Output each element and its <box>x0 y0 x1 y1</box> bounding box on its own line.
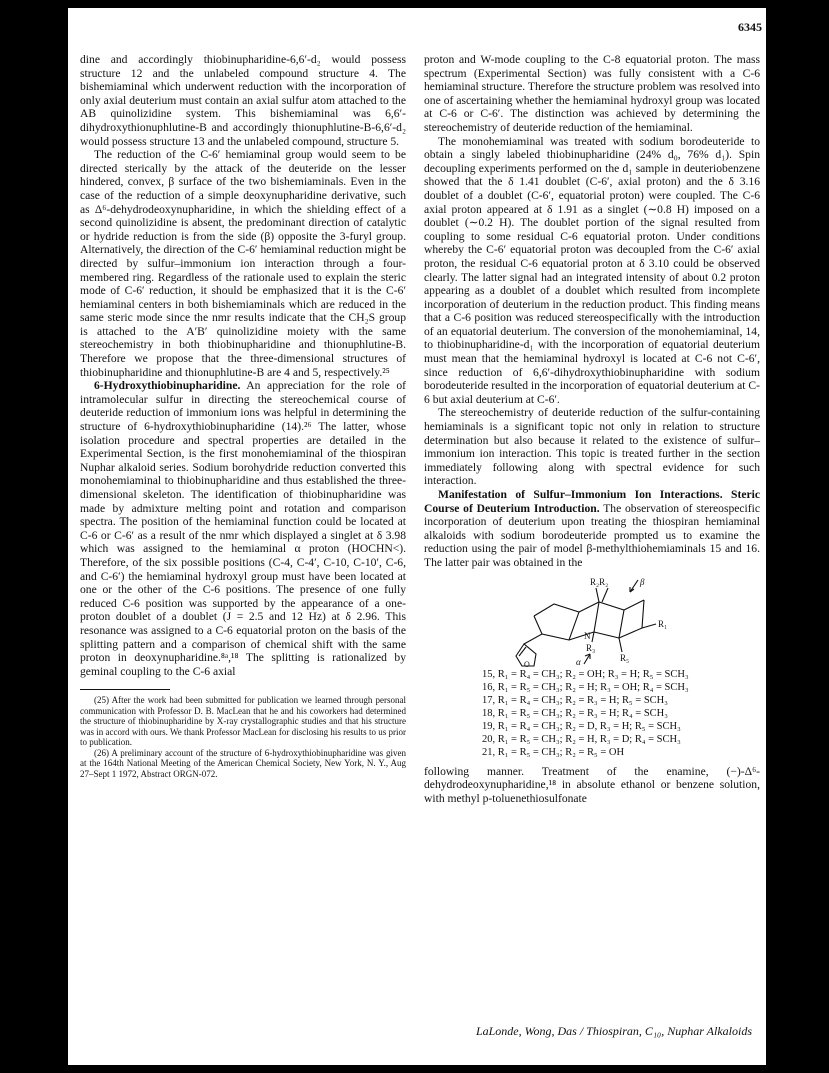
paragraph: The reduction of the C-6′ hemiaminal group would seem to be directed sterically by the attack of the deuteride on the lesser hindered, convex, β surface of the two bishemiaminals. Even in the case of the reduction of a simple deoxynupharidine derivative, such as Δ⁶-dehydrodeoxynupharidine, in which the shielding effect of a second quinolizidine is absent, the predominant direction of catalytic or hydride reduction is from the side (β) opposite the 3-furyl group. Alternatively, the direction of the C-6′ hemiaminal reduction might be directed by sulfur–immonium ion interaction through a four-membered ring. Regardless of the rationale used to explain the steric mode of C-6′ reduction, it should be emphasized that it is the C-6′ hemiaminal centers in both bishemiaminals which are reduced in the same steric mode since the nmr results indicate that the CH₂S group is attached to the A′B′ quinolizidine moiety with the same stereochemistry in both thiobinupharidine and thionuphlutine-B. Therefore we propose that the three-dimensional structures of thiobinupharidine and thionuphlutine-B are 4 and 5, respectively.²⁵ <box>80 148 406 379</box>
compound-entry: 21, R₁ = R₅ = CH₃; R₂ = R₅ = OH <box>482 746 625 758</box>
paragraph: dine and accordingly thiobinupharidine-6,6′-d₂ would possess structure 12 and the unlabeled compound structure 4. The bishemiaminal which underwent reduction with the incorporation of only axial deuterium must contain an axial sulfur atom attached to the AB quinolizidine system. This bishemiaminal was 6,6′-dihydroxythionuphlutine-B and accordingly thionuphlutine-B-6,6′-d₂ would possess structure 13 and the unlabeled compound, structure 5. <box>80 53 406 148</box>
footnote: (25) After the work had been submitted for publication we learned through personal communication with Professor D. B. MacLean that he and his coworkers had determined the structure of thiobinupharidine by X-ray crystallographic studies and that his structure was in accord with ours. We thank Professor MacLean for disclosing his results to us prior to publication. <box>80 695 406 748</box>
right-column <box>424 53 760 805</box>
label-o: O <box>524 659 530 669</box>
section-heading: Manifestation of Sulfur–Immonium Ion Interactions. Steric Course of Deuterium Introduction. <box>424 488 760 515</box>
label-beta: β <box>640 576 645 587</box>
compound-entry: 16, R₁ = R₅ = CH₃; R₂ = H; R₃ = OH; R₄ = SCH₃ <box>482 681 689 693</box>
label-alpha: α <box>576 656 581 667</box>
compound-entry: 19, R₁ = R₄ = CH₃; R₂ = D, R₃ = H; R₅ = SCH₃ <box>482 720 681 732</box>
compound-entry: 18, R₁ = R₅ = CH₃; R₂ = R₃ = H; R₄ = SCH₃ <box>482 707 668 719</box>
label-n: N <box>584 630 591 641</box>
paragraph: The monohemiaminal was treated with sodium borodeuteride to obtain a singly labeled thiobinupharidine (24% d₀, 76% d₁). Spin decoupling experiments performed on the d₁ sample in deuteriobenzene showed that the δ 1.41 doublet (C-6′, axial proton) and the δ 3.16 doublet of a doublet (C-6′, equatorial proton) were coupled. The C-6 axial proton appeared at δ 1.91 as a singlet (∼0.8 H) imposed on a doublet (∼0.2 H). The doublet portion of the signal resulted from coupling to some residual C-6 equatorial proton. Under conditions whereby the C-6′ equatorial proton was decoupled from the C-6′ axial proton, the residual C-6 equatorial proton at δ 3.10 could be observed clearly. The latter signal had an integrated intensity of about 0.2 proton appearing as a doublet of a doublet which resulted from incomplete incorporation of deuterium in the reduction product. This finding means that a C-6 position was reduced stereospecifically with the introduction of an equatorial deuterium. The conversion of the monohemiaminal, 14, to thiobinupharidine-d₁ with the incorporation of equatorial deuterium must mean that the hemiaminal hydroxyl is located at C-6 not C-6′, since reduction of 6,6′-dihydroxythiobinupharidine with sodium borodeuteride resulted in the incorporation of equatorial deuterium at C-6 but axial deuterium at C-6′. <box>424 134 760 406</box>
chemical-structure <box>424 576 760 668</box>
paragraph: following manner. Treatment of the enamine, (−)-Δ⁶-dehydrodeoxynupharidine,¹⁸ in absolute ethanol or benzene solution, with methyl p-toluenethiosulfonate <box>424 764 760 805</box>
paragraph: proton and W-mode coupling to the C-8 equatorial proton. The mass spectrum (Experimental Section) was fully consistent with a C-6 hemiaminal structure. Therefore the structure problem was resolved into one of ascertaining whether the hemiaminal hydroxyl group was located at C-6 or C-6′. The distinction was achieved by determining the stereochemistry of deuteride reduction of the hemiaminal. <box>424 53 760 134</box>
label-r5: R₅ <box>620 652 630 663</box>
paragraph: The stereochemistry of deuteride reduction of the sulfur-containing hemiaminals is a significant topic not only in relation to structure determination but also because it related to the existence of sulfur–immonium ion interaction. This topic is treated further in the section immediately following along with spectral evidence for such interaction. <box>424 406 760 488</box>
paragraph <box>424 488 760 570</box>
compound-entry: 15, R₁ = R₄ = CH₃; R₂ = OH; R₃ = H; R₅ = SCH₃ <box>482 668 689 680</box>
paragraph-text: The observation of stereospecific incorporation of deuterium upon treating the thiospiran hemiaminal alkaloids with sodium borodeuteride prompted us to examine the reduction using the pair of model β-methylthiohemiaminals 15 and 16. The latter pair was obtained in the <box>424 501 760 569</box>
left-column <box>80 53 406 779</box>
compound-entry: 17, R₁ = R₄ = CH₃; R₂ = R₃ = H; R₅ = SCH₃ <box>482 694 668 706</box>
compound-entry: 20, R₁ = R₅ = CH₃; R₂ = H, R₃ = D; R₄ = SCH₃ <box>482 733 681 745</box>
compound-list <box>482 668 760 759</box>
footnote: (26) A preliminary account of the structure of 6-hydroxythiobinupharidine was given at the 164th National Meeting of the American Chemical Society, New York, N. Y., Aug 27–Sept 1 1972, Abstract ORGN-072. <box>80 747 406 779</box>
journal-page <box>68 8 766 1065</box>
section-heading: 6-Hydroxythiobinupharidine. <box>94 379 241 393</box>
label-r1: R₁ <box>658 618 668 629</box>
paragraph <box>80 379 406 678</box>
running-footer: LaLonde, Wong, Das / Thiospiran, C₁₀, Nuphar Alkaloids <box>475 1024 752 1038</box>
paragraph-text: An appreciation for the role of intramolecular sulfur in directing the stereochemical course of deuteride reduction of immonium ions was helpful in determining the structure of 6-hydroxythiobinupharidine (14).²⁶ The latter, whose isolation procedure and spectral properties are detailed in the Experimental Section, is the first monohemiaminal of the thiospiran Nuphar alkaloid series. Sodium borohydride reduction converted this monohemiaminal to thiobinupharidine and thus established the three-dimensional skeleton. The identification of thiobinupharidine was made by admixture melting point and rotation and comparison spectra. The position of the hemiaminal function could be located at C-6 or C-6′ as a result of the nmr which displayed a singlet at δ 3.98 which was assigned to the hemiaminal α proton (HOCHN<). Therefore, of the six possible positions (C-4, C-4′, C-10, C-10′, C-6, and C-6′) the hemiaminal hydroxyl group must have been located at one or the other of the C-6 positions. The presence of one fully reduced C-6 position was supported by the appearance of a one-proton doublet of a doublet (J = 2.5 and 12 Hz) at δ 2.96. This resonance was assigned to a C-6 equatorial proton on the basis of the splitting pattern and a comparison of chemical shift with the same proton in deoxynupharidine.⁸ᵃ,¹⁸ The splitting is rationalized by geminal coupling to the C-6 axial <box>80 379 406 678</box>
page-number: 6345 <box>738 20 762 34</box>
label-r3: R₃ <box>586 642 596 653</box>
label-r2r2: R₂R₂ <box>590 576 609 587</box>
footnote-rule <box>80 689 170 690</box>
